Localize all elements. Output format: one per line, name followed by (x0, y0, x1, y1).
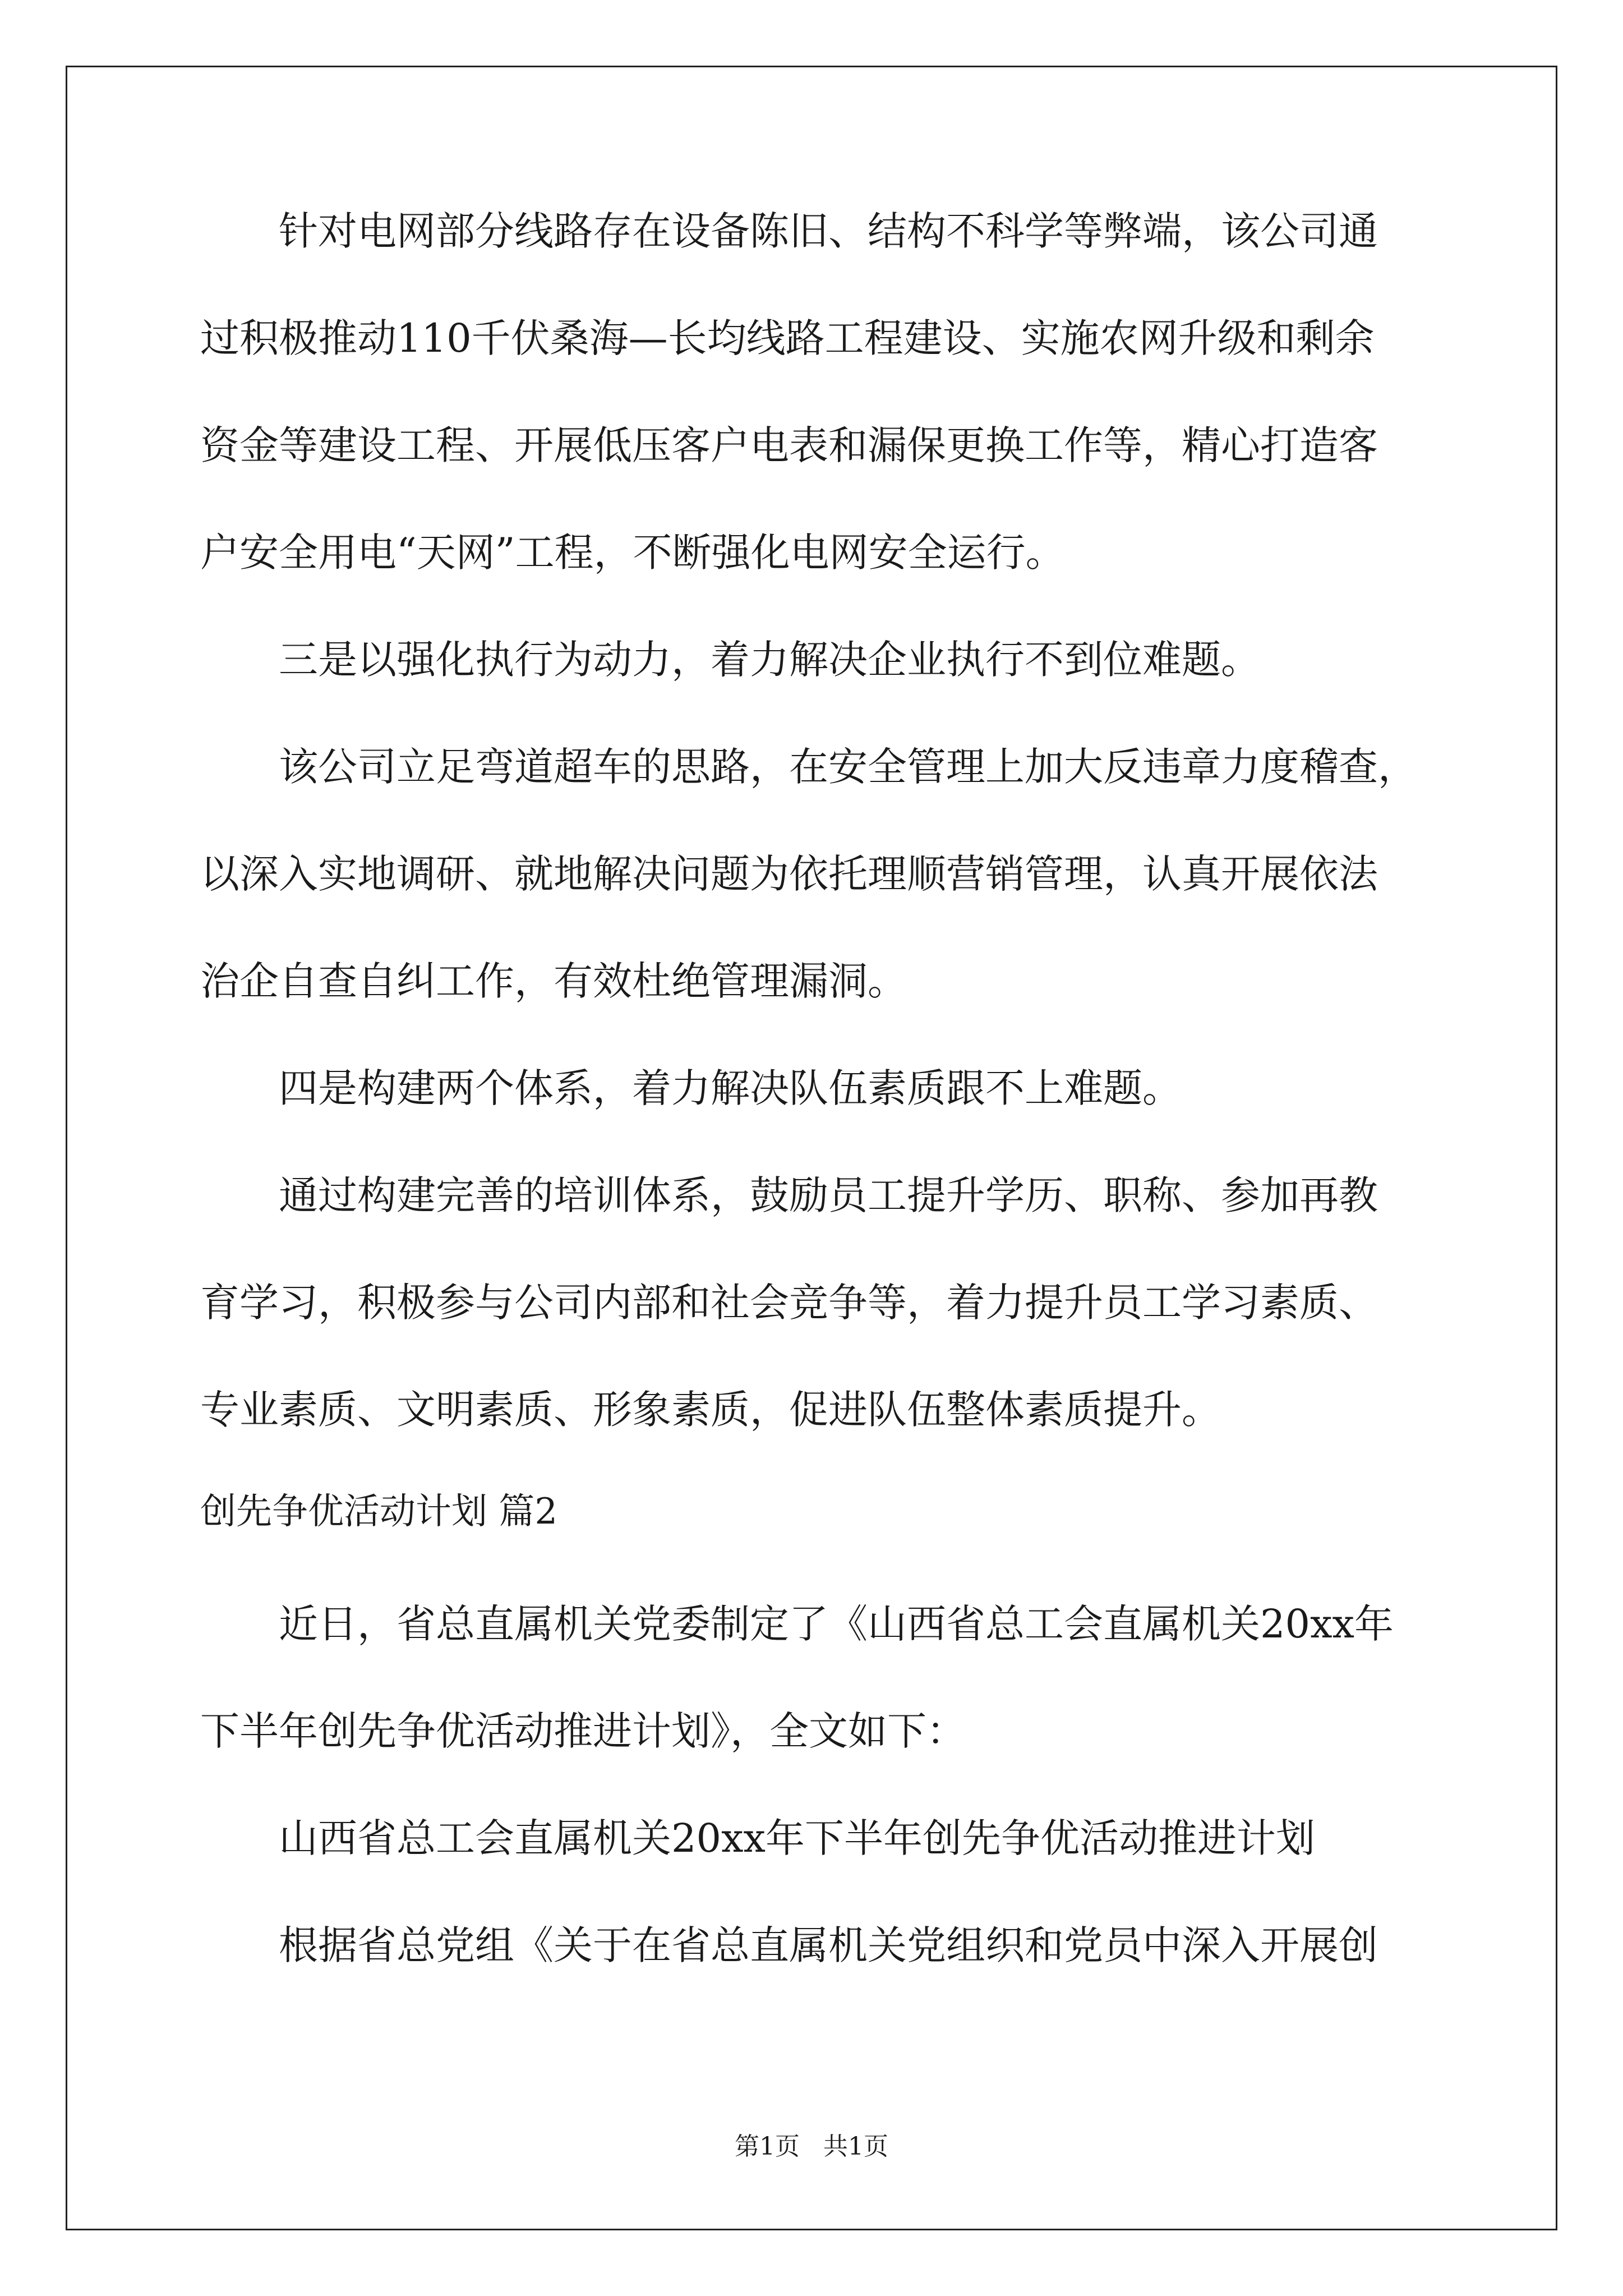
document-title-line: 山西省总工会直属机关20xx年下半年创先争优活动推进计划 (279, 1815, 1316, 1861)
paragraph-line: 下半年创先争优活动推进计划》，全文如下： (200, 1708, 966, 1754)
paragraph-line: 治企自查自纠工作，有效杜绝管理漏洞。 (200, 958, 907, 1004)
paragraph-line: 资金等建设工程、开展低压客户电表和漏保更换工作等，精心打造客 (200, 422, 1378, 468)
paragraph-line: 过积极推动110千伏桑海—长均线路工程建设、实施农网升级和剩余 (200, 315, 1375, 361)
paragraph-line: 针对电网部分线路存在设备陈旧、结构不科学等弊端，该公司通 (279, 208, 1378, 254)
paragraph-line: 三是以强化执行为动力，着力解决企业执行不到位难题。 (279, 637, 1260, 683)
paragraph-line: 通过构建完善的培训体系，鼓励员工提升学历、职称、参加再教 (279, 1172, 1378, 1218)
paragraph-line: 以深入实地调研、就地解决问题为依托理顺营销管理，认真开展依法 (200, 851, 1378, 897)
section-heading: 创先争优活动计划 篇2 (200, 1491, 558, 1533)
paragraph-line: 户安全用电“天网”工程，不断强化电网安全运行。 (200, 530, 1065, 576)
paragraph-line: 育学习，积极参与公司内部和社会竞争等，着力提升员工学习素质、 (200, 1280, 1378, 1326)
page-border (66, 66, 1557, 2230)
paragraph-line: 四是构建两个体系，着力解决队伍素质跟不上难题。 (279, 1065, 1182, 1111)
paragraph-line: 根据省总党组《关于在省总直属机关党组织和党员中深入开展创 (279, 1922, 1378, 1968)
page-number-footer: 第1页 共1页 (735, 2132, 888, 2161)
paragraph-line: 专业素质、文明素质、形象素质，促进队伍整体素质提升。 (200, 1387, 1221, 1433)
paragraph-line: 该公司立足弯道超车的思路，在安全管理上加大反违章力度稽查， (279, 744, 1417, 790)
paragraph-line: 近日，省总直属机关党委制定了《山西省总工会直属机关20xx年 (279, 1601, 1394, 1647)
